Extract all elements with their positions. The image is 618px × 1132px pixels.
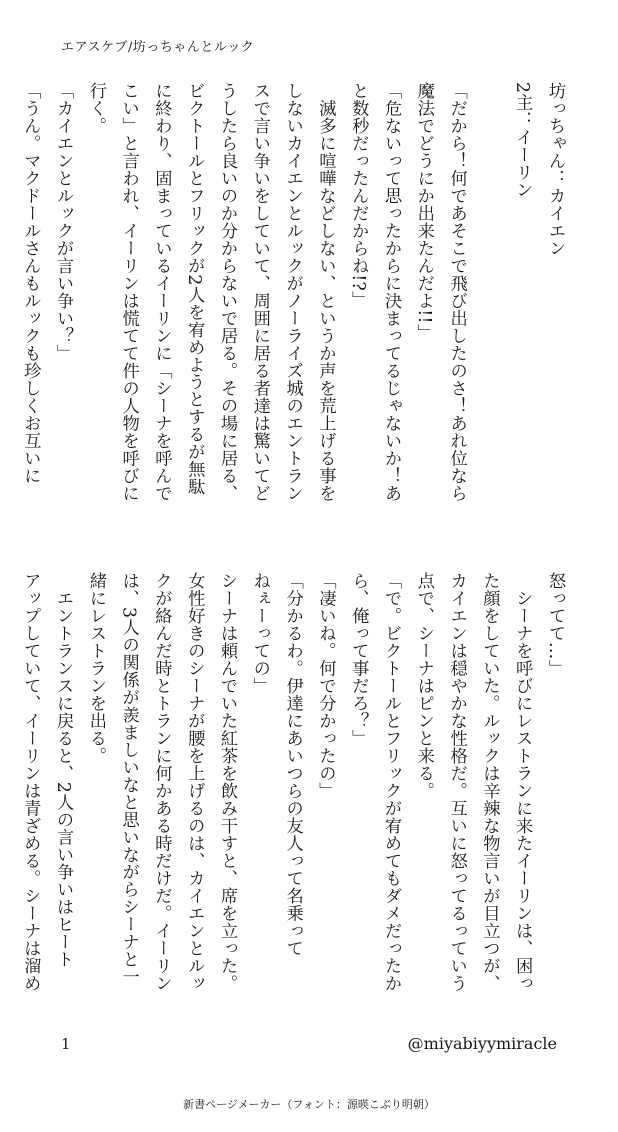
footer-credit: 新書ページメーカー（フォント：源暎こぶり明朝） — [183, 1098, 435, 1111]
text-line: 女性好きのシーナが腰を上げるのは、カイエンとルッ — [184, 572, 205, 992]
text-line: 「分かるわ。伊達にあいつらの友人って名乗って — [282, 572, 303, 957]
text-line: 「うん。マクドールさんもルックも珍しくお互いに — [20, 82, 41, 485]
text-line: エントランスに戻ると、2人の言い争いはヒート — [53, 572, 74, 968]
text-line: 「だから！何であそこで飛び出したのさ！あれ位なら — [446, 82, 467, 502]
author-handle: @miyabiyymiracle — [407, 1034, 557, 1053]
text-line: 「で。ビクトールとフリックが宥めてもダメだったか — [381, 572, 402, 992]
text-line: 怒ってて…」 — [545, 572, 565, 677]
text-line: アップしていて、イーリンは青ざめる。シーナは溜め — [20, 572, 41, 992]
text-line: カイエンは穏やかな性格だ。互いに怒ってるっていう — [446, 572, 467, 992]
page-header-title: エアスケブ/坊っちゃんとルック — [61, 40, 255, 55]
text-line: 「カイエンとルックが言い争い？」 — [53, 82, 74, 362]
text-line: クが絡んだ時とトランに何かある時だけだ。イーリン — [151, 572, 172, 992]
text-line: に終わり、固まっているイーリンに「シーナを呼んで — [151, 82, 172, 502]
text-block-lower — [20, 572, 571, 1012]
text-line: 2主：イーリン — [512, 82, 533, 199]
text-line: た顔をしていた。ルックは辛辣な物言いが目立つが、 — [479, 572, 500, 992]
text-line: スで言い争いをしていて、周囲に居る者達は驚いてど — [249, 82, 270, 502]
text-line: 坊っちゃん：カイエン — [545, 82, 565, 257]
text-line: と数秒だったんだからね!?」 — [348, 82, 369, 309]
text-line: うしたら良いのか分からないで居る。その場に居る、 — [217, 82, 238, 502]
text-line: 緒にレストランを出る。 — [85, 572, 106, 765]
text-line — [473, 82, 506, 524]
page-number: 1 — [61, 1035, 71, 1053]
text-line: 魔法でどうにか出来たんだよ!!」 — [413, 82, 434, 342]
text-line: 「凄いね。何で分かったの」 — [315, 572, 336, 800]
text-line: シーナは頼んでいた紅茶を飲み干すと、席を立った。 — [217, 572, 238, 992]
text-line: シーナを呼びにレストランに来たイーリンは、困っ — [512, 572, 533, 992]
text-line: 行く。 — [85, 82, 106, 135]
text-line: こい」と言われ、イーリンは慌てて件の人物を呼びに — [118, 82, 139, 502]
text-line: 点で、シーナはピンと来る。 — [413, 572, 434, 800]
text-line: しないカイエンとルックがノーライズ城のエントラン — [282, 82, 303, 502]
text-line: ビクトールとフリックが2人を宥めようとするが無駄 — [184, 82, 205, 496]
text-line: ら、俺って事だろ？」 — [348, 572, 369, 747]
text-block-upper — [20, 82, 571, 524]
text-line: ねぇーっての」 — [249, 572, 270, 695]
text-line: 滅多に喧嘩などしない、というか声を荒上げる事を — [315, 82, 336, 502]
text-line: 「危ないって思ったからに決まってるじゃないか！あ — [381, 82, 402, 502]
text-line: は、3人の関係が羨ましいなと思いながらシーナと一 — [118, 572, 139, 986]
